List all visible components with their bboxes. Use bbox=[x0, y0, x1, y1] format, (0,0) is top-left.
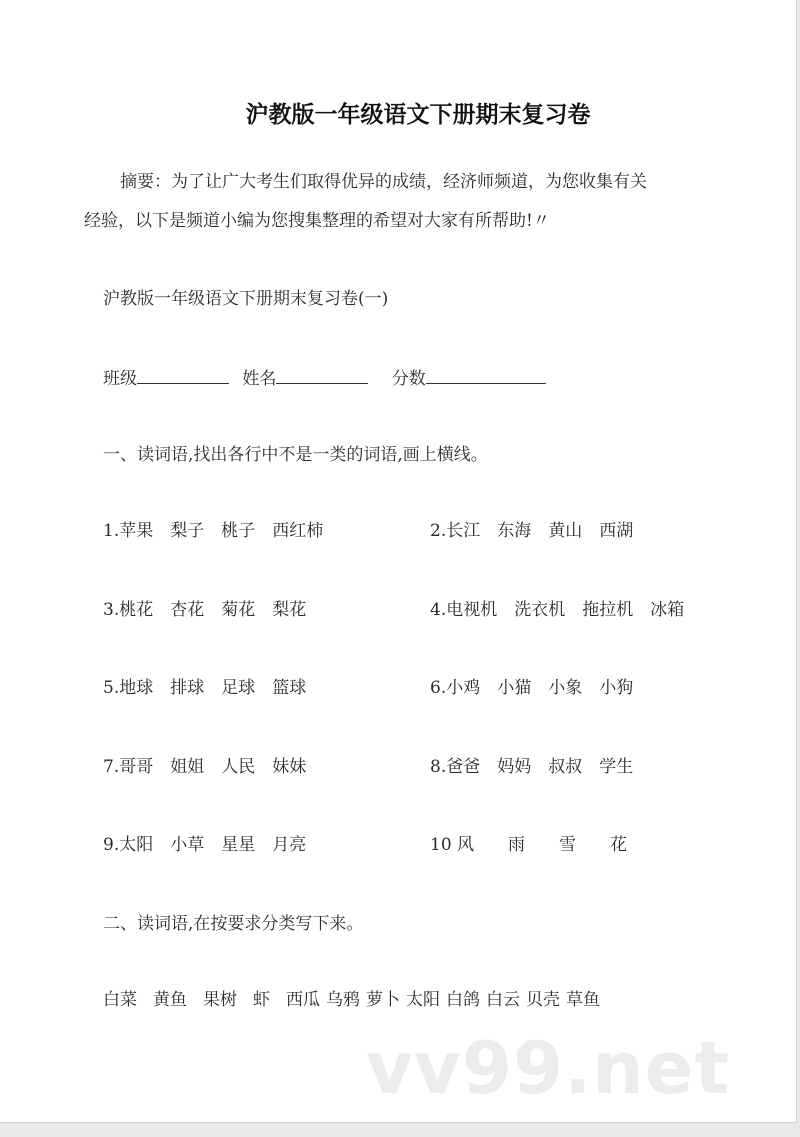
word: 白云 bbox=[486, 990, 520, 1010]
word: 乌鸦 bbox=[326, 990, 360, 1010]
word[interactable]: 小狗 bbox=[599, 678, 634, 698]
word[interactable]: 排球 bbox=[170, 678, 205, 698]
abstract-line-2: 经验，以下是频道小编为您搜集整理的希望对大家有所帮助!〃 bbox=[84, 211, 550, 231]
word: 萝卜 bbox=[366, 990, 400, 1010]
word[interactable]: 哥哥 bbox=[119, 756, 154, 777]
word: 草鱼 bbox=[566, 990, 600, 1010]
word[interactable]: 菊花 bbox=[221, 599, 256, 620]
word[interactable]: 太阳 bbox=[119, 835, 154, 855]
word[interactable]: 小象 bbox=[548, 678, 583, 698]
word[interactable]: 电视机 bbox=[446, 599, 498, 620]
class-label: 班级 bbox=[103, 369, 137, 389]
watermark: vv99.net bbox=[366, 1026, 730, 1110]
word[interactable]: 爸爸 bbox=[446, 756, 481, 777]
word[interactable]: 苹果 bbox=[119, 521, 154, 541]
item-number: 6. bbox=[430, 678, 447, 698]
name-blank[interactable] bbox=[276, 367, 368, 384]
word[interactable]: 小猫 bbox=[497, 678, 532, 698]
word[interactable]: 足球 bbox=[221, 678, 256, 698]
word[interactable]: 杏花 bbox=[170, 599, 205, 620]
word[interactable]: 妈妈 bbox=[497, 756, 532, 777]
word[interactable]: 东海 bbox=[497, 521, 532, 541]
item-number: 8. bbox=[430, 756, 447, 777]
item-number: 2. bbox=[430, 521, 447, 541]
exercise-item bbox=[103, 600, 323, 620]
exercise-item bbox=[430, 678, 650, 698]
word[interactable]: 小草 bbox=[170, 835, 205, 855]
exercise-item bbox=[430, 757, 650, 777]
word[interactable]: 月亮 bbox=[272, 835, 307, 855]
word[interactable]: 花 bbox=[610, 835, 628, 855]
exercise-item bbox=[103, 757, 323, 777]
word[interactable]: 地球 bbox=[119, 678, 154, 698]
item-number: 1. bbox=[103, 521, 120, 541]
word[interactable]: 长江 bbox=[446, 521, 481, 541]
word[interactable]: 叔叔 bbox=[548, 756, 583, 777]
section2-heading: 二、读词语,在按要求分类写下来。 bbox=[103, 914, 364, 934]
word[interactable]: 梨花 bbox=[272, 599, 307, 620]
class-blank[interactable] bbox=[137, 367, 229, 384]
section2-word-list bbox=[103, 990, 606, 1010]
word: 虾 bbox=[253, 990, 270, 1010]
exercise-item bbox=[430, 600, 701, 620]
word: 白鸽 bbox=[446, 990, 480, 1010]
word[interactable]: 姐姐 bbox=[170, 756, 205, 777]
item-number: 10 bbox=[430, 835, 458, 855]
word[interactable]: 西红柿 bbox=[272, 521, 324, 541]
word[interactable]: 拖拉机 bbox=[582, 599, 634, 620]
word[interactable]: 西湖 bbox=[599, 521, 634, 541]
exercise-item bbox=[103, 835, 323, 855]
word[interactable]: 黄山 bbox=[548, 521, 583, 541]
section1-heading: 一、读词语,找出各行中不是一类的词语,画上横线。 bbox=[103, 445, 488, 465]
word[interactable]: 洗衣机 bbox=[514, 599, 566, 620]
word[interactable]: 星星 bbox=[221, 835, 256, 855]
word[interactable]: 冰箱 bbox=[650, 599, 685, 620]
name-label: 姓名 bbox=[242, 369, 277, 389]
word[interactable]: 桃子 bbox=[221, 521, 256, 541]
word: 白菜 bbox=[103, 990, 137, 1010]
word: 太阳 bbox=[406, 990, 440, 1010]
item-number: 4. bbox=[430, 599, 447, 620]
word[interactable]: 小鸡 bbox=[446, 678, 481, 698]
word: 贝壳 bbox=[526, 990, 560, 1010]
word[interactable]: 人民 bbox=[221, 756, 256, 777]
word[interactable]: 篮球 bbox=[272, 678, 307, 698]
exercise-item bbox=[430, 521, 650, 541]
exercise-item bbox=[430, 835, 661, 855]
item-number: 3. bbox=[103, 599, 120, 620]
word: 黄鱼 bbox=[153, 990, 187, 1010]
word[interactable]: 学生 bbox=[599, 756, 634, 777]
exercise-item bbox=[103, 678, 323, 698]
item-number: 7. bbox=[103, 756, 120, 777]
word[interactable]: 雪 bbox=[559, 835, 577, 855]
word[interactable]: 妹妹 bbox=[272, 756, 307, 777]
exercise-item bbox=[103, 521, 340, 541]
word[interactable]: 雨 bbox=[508, 835, 526, 855]
abstract-line-1: 摘要：为了让广大考生们取得优异的成绩，经济师频道，为您收集有关 bbox=[120, 172, 647, 192]
word: 西瓜 bbox=[286, 990, 320, 1010]
document-title: 沪教版一年级语文下册期末复习卷 bbox=[245, 102, 591, 128]
info-fields bbox=[103, 367, 546, 389]
score-label: 分数 bbox=[391, 369, 426, 389]
subtitle: 沪教版一年级语文下册期末复习卷(一) bbox=[103, 289, 389, 309]
item-number: 5. bbox=[103, 678, 120, 698]
word: 果树 bbox=[203, 990, 237, 1010]
word[interactable]: 风 bbox=[457, 835, 475, 855]
score-blank[interactable] bbox=[426, 367, 546, 384]
word[interactable]: 桃花 bbox=[119, 599, 154, 620]
word[interactable]: 梨子 bbox=[170, 521, 205, 541]
item-number: 9. bbox=[103, 835, 120, 855]
